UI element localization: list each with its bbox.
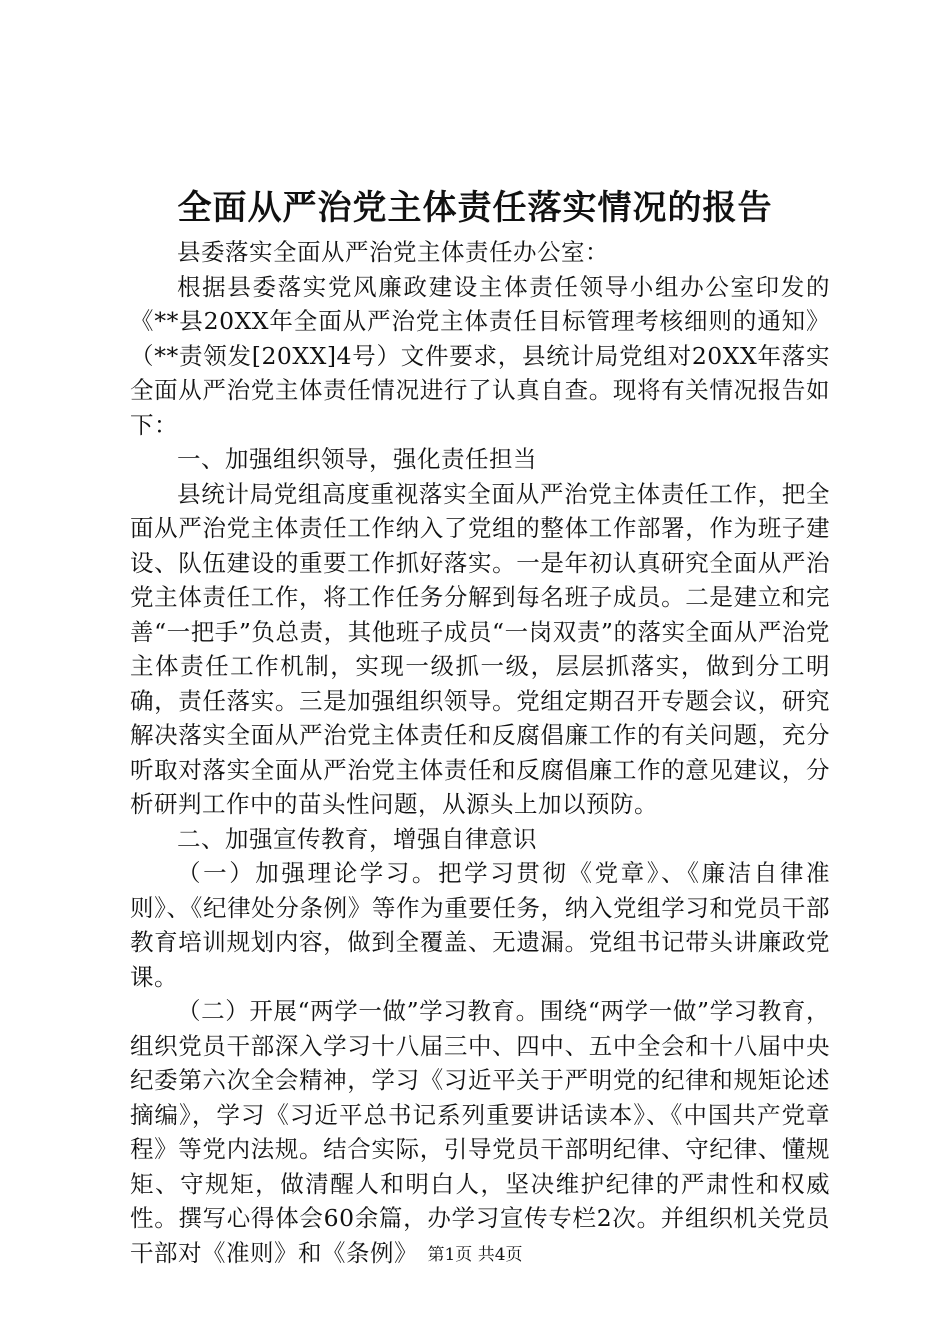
section-heading-2: 二、加强宣传教育，增强自律意识 [177, 824, 537, 853]
salutation-paragraph: 县委落实全面从严治党主体责任办公室： [177, 238, 609, 266]
section-2-item-1-paragraph: （一）加强理论学习。把学习贯彻《党章》、《廉洁自律准则》、《纪律处分条例》等作为重要任务，纳入党组学习和党员干部教育培训规划内容，做到全覆盖、无遗漏。党组书记带头讲廉政党课。 [130, 859, 830, 991]
intro-paragraph: 根据县委落实党风廉政建设主体责任领导小组办公室印发的《**县20XX年全面从严治党主体责任目标管理考核细则的通知》（**责领发[20XX]4号）文件要求，县统计局党组对20XX年落实全面从严治党主体责任情况进行了认真自查。现将有关情况报告如下： [130, 272, 830, 439]
section-heading-1: 一、加强组织领导，强化责任担当 [177, 445, 537, 473]
document-body [130, 235, 830, 1270]
section-2-item-2-paragraph: （二）开展“两学一做”学习教育。围绕“两学一做”学习教育，组织党员干部深入学习十八届三中、四中、五中全会和十八届中央纪委第六次全会精神，学习《习近平关于严明党的纪律和规矩论述摘编》，学习《习近平总书记系列重要讲话读本》、《中国共产党章程》等党内法规。结合实际，引导党员干部明纪律、守纪律、懂规矩、守规矩，做清醒人和明白人，坚决维护纪律的严肃性和权威性。撰写心得体会60余篇，办学习宣传专栏2次。并组织机关党员干部对《准则》和《条例》 [130, 997, 830, 1267]
document-title: 全面从严治党主体责任落实情况的报告 [177, 188, 773, 228]
page-footer: 第1页 共4页 [427, 1245, 523, 1265]
section-1-paragraph: 县统计局党组高度重视落实全面从严治党主体责任工作，把全面从严治党主体责任工作纳入了党组的整体工作部署，作为班子建设、队伍建设的重要工作抓好落实。一是年初认真研究全面从严治党主体责任工作，将工作任务分解到每名班子成员。二是建立和完善“一把手”负总责，其他班子成员“一岗双责”的落实全面从严治党主体责任工作机制，实现一级抓一级，层层抓落实，做到分工明确，责任落实。三是加强组织领导。党组定期召开专题会议，研究解决落实全面从严治党主体责任和反腐倡廉工作的有关问题，充分听取对落实全面从严治党主体责任和反腐倡廉工作的意见建议，分析研判工作中的苗头性问题，从源头上加以预防。 [130, 479, 830, 818]
